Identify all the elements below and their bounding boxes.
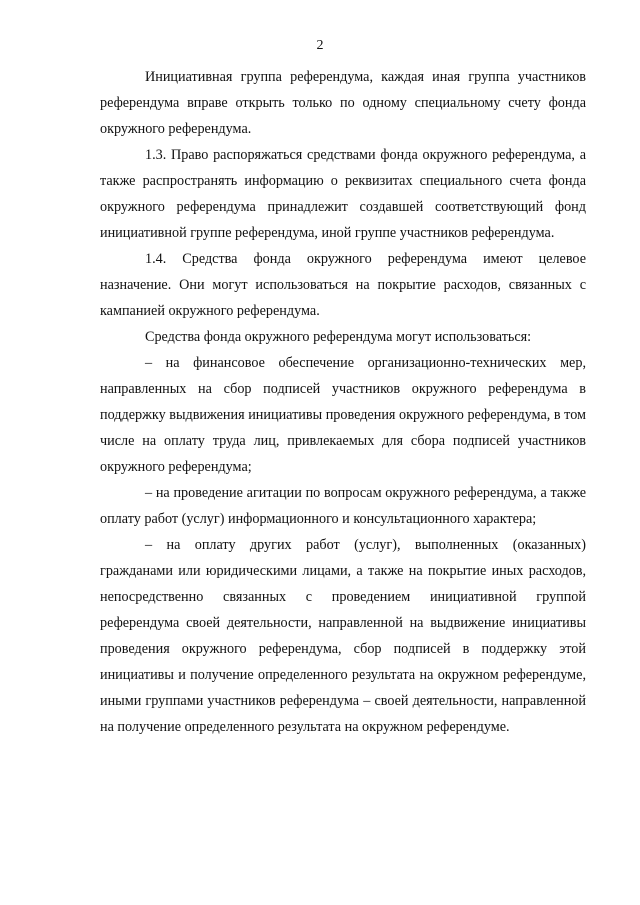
paragraph-funds-usage-intro: Средства фонда окружного референдума могут использоваться: [145, 329, 532, 345]
page-number: 2 [316, 38, 324, 53]
document-body [100, 64, 586, 740]
list-item-agitation: – на проведение агитации по вопросам окружного референдума, а также оплату работ (услуг) информационного и консультационного характера; [100, 485, 586, 527]
paragraph-1-4: 1.4. Средства фонда окружного референдума имеют целевое назначение. Они могут использоваться на покрытие расходов, связанных с кампанией окружного референдума. [100, 251, 586, 319]
list-item-signature-collection: – на финансовое обеспечение организационно-технических мер, направленных на сбор подписей участников окружного референдума в поддержку выдвижения инициативы проведения окружного референдума, в том числе на оплату труда лиц, привлекаемых для сбора подписей участников окружного референдума; [100, 355, 586, 475]
paragraph-1-3: 1.3. Право распоряжаться средствами фонда окружного референдума, а также распространять информацию о реквизитах специального счета фонда окружного референдума принадлежит создавшей соответствующий фонд инициативной группе референдума, иной группе участников референдума. [100, 147, 586, 241]
paragraph-account-rule: Инициативная группа референдума, каждая иная группа участников референдума вправе открыть только по одному специальному счету фонда окружного референдума. [100, 69, 586, 137]
list-item-other-works: – на оплату других работ (услуг), выполненных (оказанных) гражданами или юридическими лицами, а также на покрытие иных расходов, непосредственно связанных с проведением инициативной группой референдума своей деятельности, направленной на выдвижение инициативы проведения окружного референдума, сбор подписей в поддержку этой инициативы и получение определенного результата на окружном референдуме, иными группами участников референдума – своей деятельности, направленной на получение определенного результата на окружном референдуме. [100, 537, 586, 735]
